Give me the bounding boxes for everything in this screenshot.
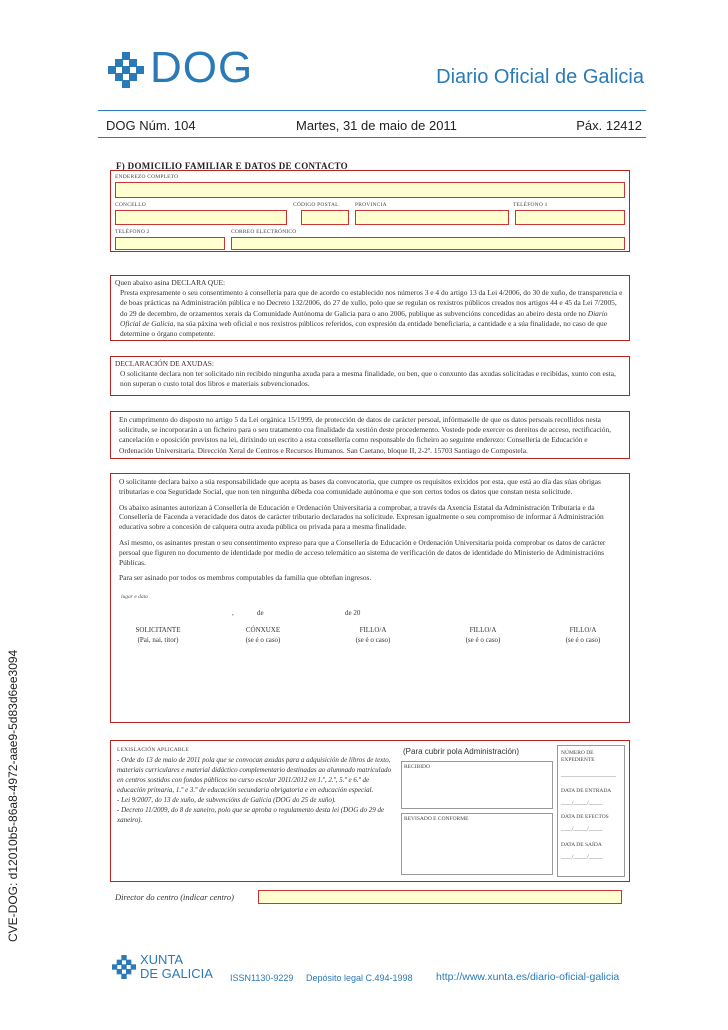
file-number-label: NÚMERO DE EXPEDIENTE [561, 750, 595, 763]
signature-sub: (se é o caso) [565, 636, 601, 644]
declaration-text: Presta expresamente o seu consentimento á consellería para que de acordo co establecido nos números 3 e 4 do artigo 13 da Lei 4/2006, do 30 de xuño, de transparencia e de boas prácticas na Administración pública e no Decreto 132/2006, do 27 de xullo, polo que se regulan os rexistros públicos creados nos artigos 44 e 45 da Lei 7/2005, do 29 de decembro, de orzamentos xerais da Comunidade Autónoma de Galicia para o ano 2006, publique as subvencións concedidas ao abeiro desta orde no [120, 288, 623, 318]
email-label: CORREO ELECTRÓNICO [231, 229, 297, 235]
entry-date-label: DATA DE ENTRADA [561, 788, 612, 794]
signature-title: FILLO/A [359, 626, 387, 634]
dog-logo-text: DOG [150, 43, 254, 92]
address-label: ENDEREZO COMPLETO [115, 174, 179, 180]
email-field[interactable] [231, 237, 625, 250]
effects-date-label: DATA DE EFECTOS [561, 814, 609, 820]
legislation-heading: LEXISLACIÓN APLICABLE [117, 747, 189, 753]
data-protection-text: En cumprimento do disposto no artigo 5 da Lei orgánica 15/1999, de protección de datos de carácter persoal, infórmaselle de que os datos persoais recollidos nesta solicitude, se incorporarán a un ficheiro para o seu tratamento coa finalidade da xestión deste procedemento. Vostede pode exercer os dereitos de acceso, rectificación, cancelación e oposición previstos na lei, dirixindo un escrito a esta consellería como responsable do ficheiro ao seguinte enderezo: Consellería de Educación e Ordenación Universitaria. Dirección Xeral de Centros e Recursos Humanos. San Caetano, bloque II, 2-2º. 15703 Santiago de Compostela. [119, 415, 612, 455]
legislation-line: - Lei 9/2007, do 13 de xuño, de subvencións de Galicia (DOG do 25 de xuño). [117, 796, 336, 804]
legislation-line: - Decreto 11/2009, do 8 de xaneiro, polo que se aproba o regulamento desta lei (DOG do 29 de xaneiro). [117, 806, 385, 824]
responsibility-p2: Os abaixo asinantes autorizan á Consellería de Educación e Ordenación Universitaria a comprobar, a través da Axencia Estatal da Administración Tributaria e da Consellería de Facenda a veracidade dos datos de carácter tributario declarados na solicitude. Expresan igualmente o seu compromiso de informar á Administración educativa sobre a concesión de calquera outra axuda pública ou privada para a mesma finalidade. [119, 502, 604, 532]
page-number: Páx. 12412 [576, 118, 642, 133]
phone2-field[interactable] [115, 237, 225, 250]
issn: ISSN1130-9229 [230, 973, 294, 983]
responsibility-p1: O solicitante declara baixo a súa responsabilidade que acepta as bases da convocatoria, que cumpre os requisitos exixidos por esta, que está ao día das súas obrigas tributarias e coa Seguridade Social, que non ten ningunha débeda coa comunidade autónoma e que son certos todos os datos que constan nesta solicitude. [119, 477, 601, 496]
signature-sub: (se é o caso) [355, 636, 391, 644]
xunta-line1: XUNTA [140, 952, 184, 967]
legislation-line: - Orde do 13 de maio de 2011 pola que se convocan axudas para a adquisición de libros de texto, materiais curriculares e material didáctico complementario destinadas ao alumnado matriculado en centros sostidos con fondos públicos no curso escolar 2011/2012 en 1.º, 2.º, 5.º e 6.º de educación primaria, 1.º e 3.º de educación secundaria obrigatoria e en educación especial. [117, 756, 392, 794]
xunta-crest-icon [112, 955, 136, 979]
header-rule-top [98, 110, 646, 111]
reviewed-box [401, 813, 553, 875]
entry-date-line: ____/_____/_____ [561, 800, 603, 806]
contact-frame [110, 170, 630, 252]
admin-title: (Para cubrir pola Administración) [403, 747, 520, 756]
signature-fillo-2[interactable] [441, 625, 525, 645]
declaration-box [110, 275, 630, 341]
signature-fillo-3[interactable] [541, 625, 625, 645]
header-rule-bottom [98, 137, 646, 138]
phone1-field[interactable] [515, 210, 625, 225]
cve-code: CVE-DOG: d12010b5-86a8-4972-aae9-5d83d6ee3094 [6, 649, 20, 942]
file-number-line: ____________________ [561, 772, 616, 778]
responsibility-p3: Así mesmo, os asinantes prestan o seu consentimento expreso para que a Consellería de Educación e Ordenación Universitaria poida comprobar os datos de carácter persoal que figuren no documento de identidade por medio de acceso telemático ao sistema de verificación de datos de identidade do Ministerio de Administracións Públicas. [119, 537, 606, 567]
postal-code-field[interactable] [301, 210, 349, 225]
province-field[interactable] [355, 210, 509, 225]
signature-sub: (Pai, nai, titor) [137, 636, 179, 644]
phone2-label: TELÉFONO 2 [115, 229, 150, 235]
date-de-1: de [257, 609, 264, 617]
effects-date-line: ____/_____/_____ [561, 826, 603, 832]
aid-heading: DECLARACIÓN DE AXUDAS: [115, 359, 214, 368]
responsibility-p4: Para ser asinado por todos os membros computables da familia que obteñan ingresos. [119, 573, 372, 583]
responsibility-box [110, 473, 630, 723]
exit-date-line: ____/_____/_____ [561, 854, 603, 860]
signature-conxuxe[interactable] [221, 625, 305, 645]
postal-code-label: CÓDIGO POSTAL [293, 202, 339, 208]
declaration-dog-italic: Diario Oficial de Galicia [120, 308, 608, 328]
exit-date-label: DATA DE SAÍDA [561, 842, 602, 848]
received-label: RECIBIDO [404, 764, 430, 770]
footer-url-link[interactable]: http://www.xunta.es/diario-oficial-galicia [436, 971, 620, 983]
issue-date: Martes, 31 de maio de 2011 [296, 118, 457, 133]
aid-text: O solicitante declara non ter solicitado nin recibido ningunha axuda para a mesma finalidade, ou ben, que o conxunto das axudas solicitadas e recibidas, xunto con esta, non superan o custo total dos libros e materiais subvencionados. [120, 369, 616, 389]
issue-number: DOG Núm. 104 [106, 118, 196, 133]
director-label: Director do centro (indicar centro) [115, 892, 234, 902]
signature-title: SOLICITANTE [135, 626, 181, 634]
council-label: CONCELLO [115, 202, 146, 208]
received-box [401, 761, 553, 809]
legislation-admin-box [110, 740, 630, 882]
signature-solicitante[interactable] [113, 625, 203, 645]
signature-title: FILLO/A [569, 626, 597, 634]
aid-declaration-box [110, 356, 630, 396]
signature-title: CÓNXUXE [245, 626, 281, 634]
place-date-label: lugar e data [121, 594, 148, 600]
province-label: PROVINCIA [355, 202, 387, 208]
director-field[interactable] [258, 890, 622, 904]
signature-sub: (se é o caso) [245, 636, 281, 644]
council-field[interactable] [115, 210, 287, 225]
date-de-2: de 20 [345, 609, 361, 617]
galicia-crest-icon [108, 52, 144, 88]
data-protection-box [110, 411, 630, 459]
signature-sub: (se é o caso) [465, 636, 501, 644]
reviewed-label: REVISADO E CONFORME [404, 816, 469, 822]
address-field[interactable] [115, 182, 625, 198]
legal-deposit: Depósito legal C.494-1998 [306, 973, 413, 983]
xunta-line2: DE GALICIA [140, 966, 213, 981]
signature-fillo-1[interactable] [331, 625, 415, 645]
admin-dates-box [557, 745, 625, 877]
xunta-logo-text [140, 953, 213, 981]
declaration-text-end: , na súa páxina web oficial e nos rexistros públicos referidos, con expresión da entidade beneficiaria, a cantidade e a súa finalidade, no caso de que determine o órgano competente. [120, 318, 607, 339]
publication-title: Diario Oficial de Galicia [436, 66, 644, 88]
signature-title: FILLO/A [469, 626, 497, 634]
place-comma: , [232, 609, 234, 617]
section-f-title: F) DOMICILIO FAMILIAR E DATOS DE CONTACTO [116, 161, 348, 171]
phone1-label: TELÉFONO 1 [513, 202, 548, 208]
declaration-heading: Quen abaixo asina DECLARA QUE: [115, 278, 226, 287]
